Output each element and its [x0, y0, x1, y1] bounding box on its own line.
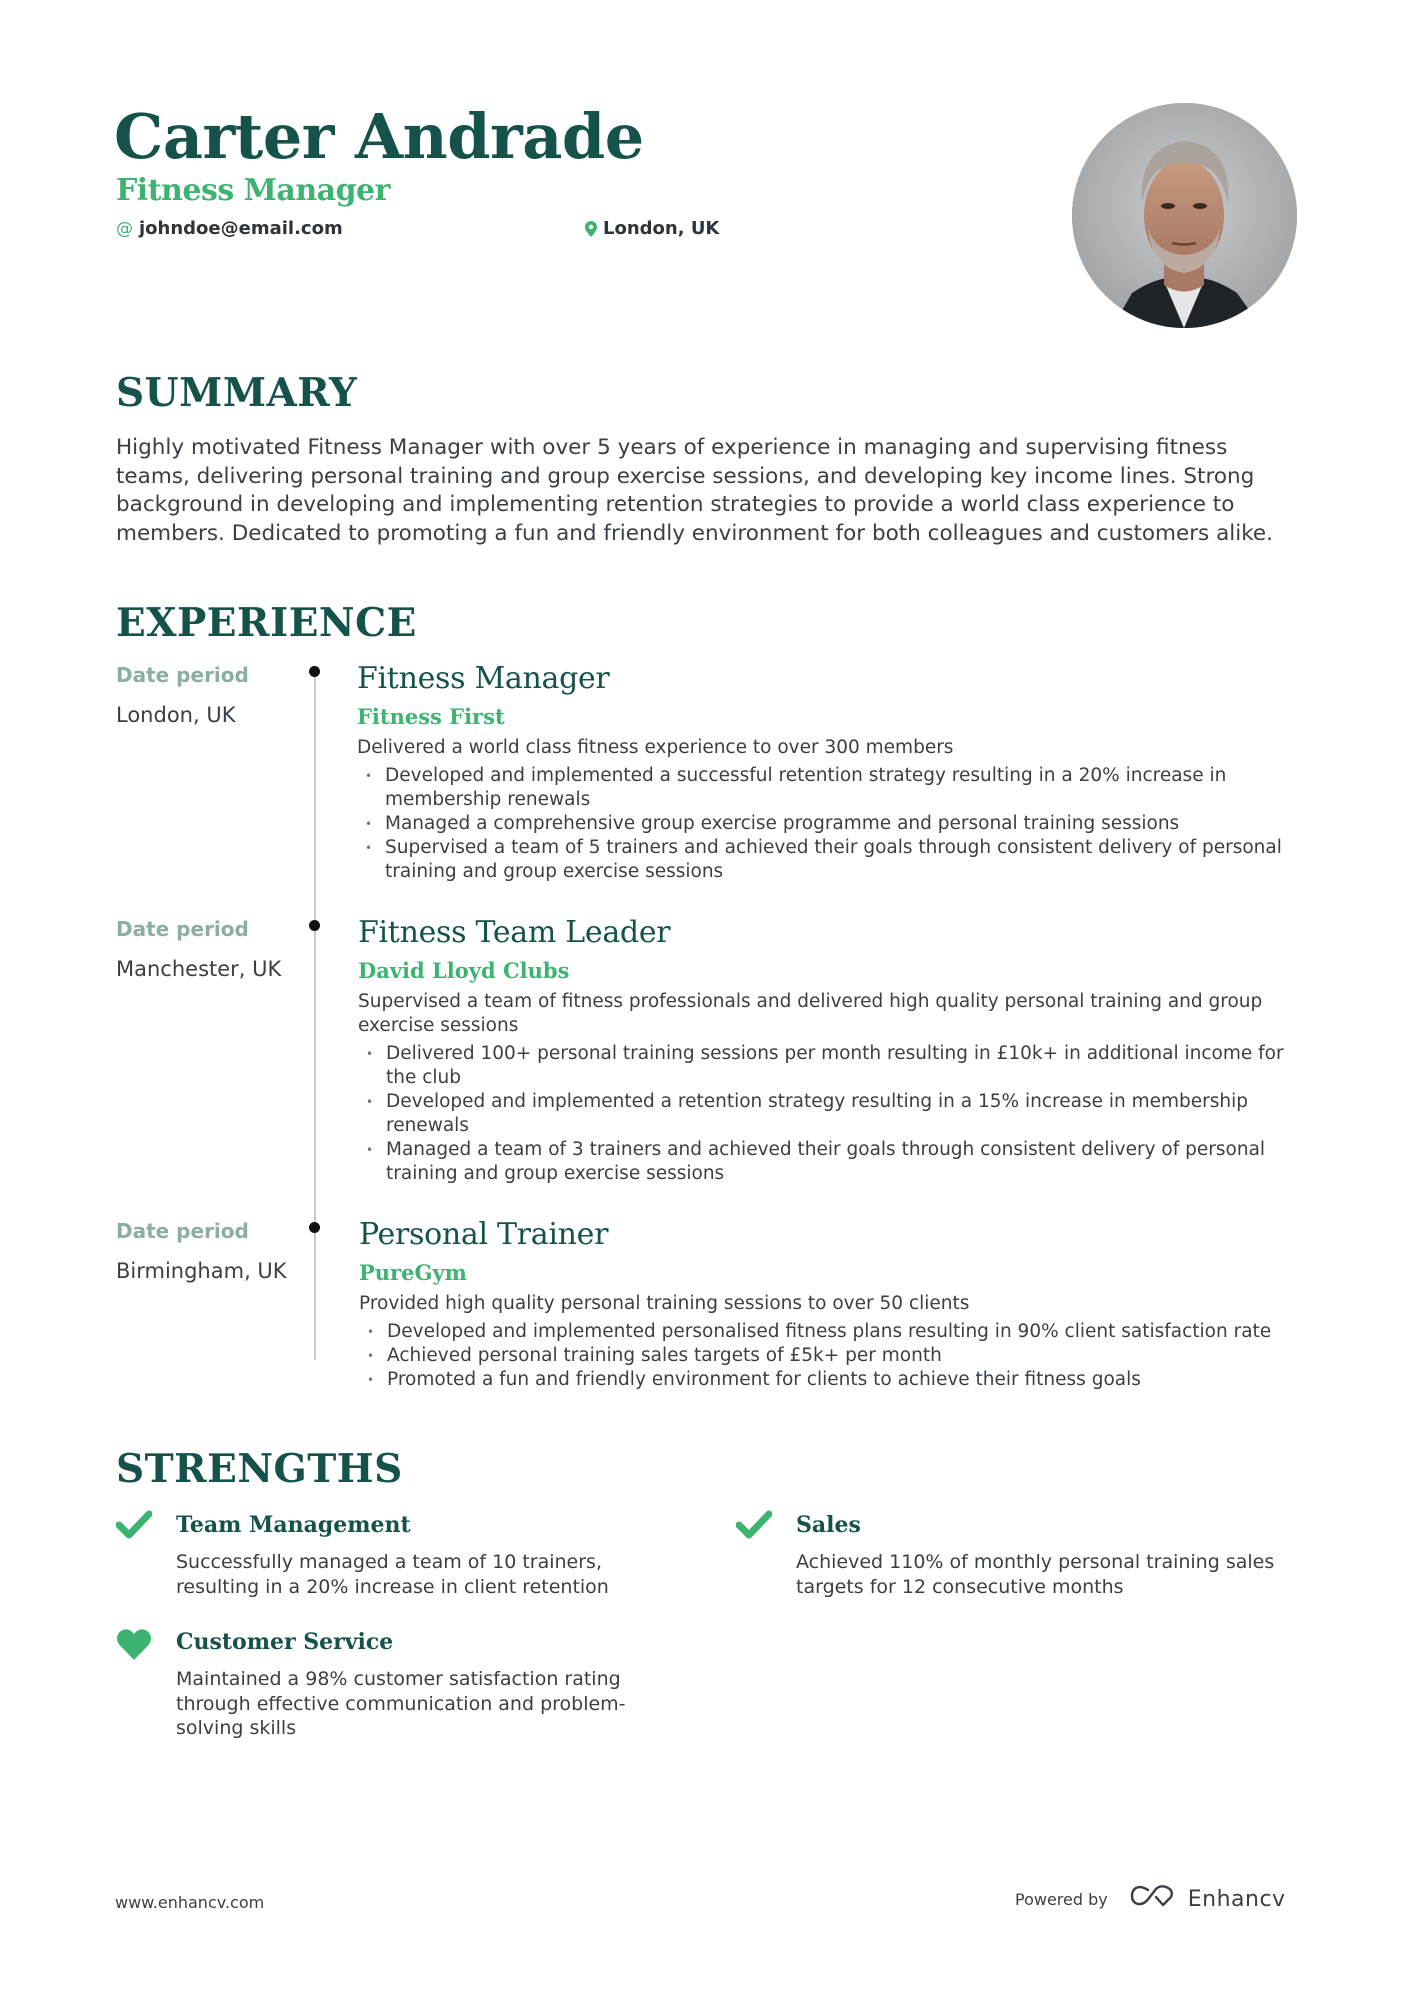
job-title: Fitness Manager	[116, 173, 390, 208]
strength-description: Achieved 110% of monthly personal training sales targets for 12 consecutive months	[796, 1551, 1275, 1598]
timeline-dot	[309, 1222, 320, 1233]
date-period: Date period	[116, 663, 249, 687]
experience-entry	[357, 660, 1307, 884]
experience-role: Fitness Team Leader	[358, 915, 671, 950]
checkmark-icon	[736, 1510, 772, 1546]
strengths-heading: STRENGTHS	[116, 1446, 403, 1492]
powered-by-label: Powered by	[1015, 1889, 1108, 1909]
strength-title: Customer Service	[176, 1629, 394, 1655]
experience-company: Fitness First	[357, 704, 505, 729]
email-text: johndoe@email.com	[139, 218, 343, 239]
checkmark-icon	[116, 1510, 152, 1546]
bullet-item: • Promoted a fun and friendly environment for clients to achieve their fitness goals	[359, 1368, 1309, 1392]
contact-location	[585, 218, 719, 239]
bullet-item: • Managed a team of 3 trainers and achieved their goals through consistent delivery of personal training and group exercise sessions	[358, 1138, 1308, 1186]
experience-heading: EXPERIENCE	[116, 600, 417, 646]
timeline-line	[314, 671, 316, 1360]
bullet-item: • Developed and implemented a successful retention strategy resulting in a 20% increase in membership renewals	[357, 764, 1307, 812]
bullet-item: • Delivered 100+ personal training sessions per month resulting in £10k+ in additional income for the club	[358, 1042, 1308, 1090]
experience-entry	[359, 1216, 1309, 1392]
experience-role: Personal Trainer	[359, 1217, 609, 1252]
date-period: Date period	[116, 1219, 249, 1243]
experience-bullets	[359, 1320, 1309, 1392]
bullet-item: • Managed a comprehensive group exercise programme and personal training sessions	[357, 812, 1307, 836]
enhancv-logo-icon	[1130, 1884, 1176, 1914]
map-pin-icon	[585, 221, 597, 237]
summary-text: Highly motivated Fitness Manager with over 5 years of experience in managing and supervising fitness teams, delivering personal training and group exercise sessions, and developing key income lines. Strong background in developing and implementing retention strategies to provide a world class experience to members. Dedicated to promoting a fun and friendly environment for both colleagues and customers alike.	[116, 435, 1273, 546]
timeline-dot	[309, 666, 320, 677]
candidate-name: Carter Andrade	[114, 100, 644, 173]
location-text: London, UK	[603, 218, 720, 239]
heart-icon	[116, 1627, 152, 1663]
experience-role: Fitness Manager	[357, 661, 610, 696]
enhancv-brand	[1130, 1884, 1286, 1914]
experience-company: David Lloyd Clubs	[358, 958, 570, 983]
strength-title: Team Management	[176, 1512, 411, 1538]
website-link[interactable]: www.enhancv.com	[115, 1893, 265, 1912]
experience-entry	[358, 914, 1308, 1186]
bullet-item: • Developed and implemented personalised fitness plans resulting in 90% client satisfaction rate	[359, 1320, 1309, 1344]
bullet-item: • Achieved personal training sales targets of £5k+ per month	[359, 1344, 1309, 1368]
bullet-item: • Supervised a team of 5 trainers and achieved their goals through consistent delivery of personal training and group exercise sessions	[357, 836, 1307, 884]
strength-description: Maintained a 98% customer satisfaction rating through effective communication and problem-solving skills	[176, 1668, 626, 1739]
experience-meta	[116, 916, 306, 982]
experience-bullets	[358, 1042, 1308, 1186]
date-period: Date period	[116, 917, 249, 941]
experience-bullets	[357, 764, 1307, 884]
experience-location: Manchester, UK	[116, 957, 282, 981]
experience-description: Delivered a world class fitness experience to over 300 members	[357, 737, 954, 758]
bullet-item: • Developed and implemented a retention strategy resulting in a 15% increase in membership renewals	[358, 1090, 1308, 1138]
strength-title: Sales	[796, 1512, 861, 1538]
timeline-dot	[309, 920, 320, 931]
experience-location: Birmingham, UK	[116, 1259, 287, 1283]
experience-description: Provided high quality personal training sessions to over 50 clients	[359, 1293, 970, 1314]
experience-meta	[116, 1218, 306, 1284]
profile-photo	[1072, 103, 1297, 328]
strength-description: Successfully managed a team of 10 trainers, resulting in a 20% increase in client retention	[176, 1551, 609, 1598]
powered-by[interactable]	[1015, 1884, 1286, 1914]
brand-name: Enhancv	[1187, 1886, 1286, 1912]
experience-meta	[116, 662, 306, 728]
contact-email[interactable]	[116, 218, 343, 239]
at-icon: @	[116, 218, 133, 239]
summary-heading: SUMMARY	[116, 370, 358, 416]
experience-description: Supervised a team of fitness professionals and delivered high quality personal training and group exercise sessions	[358, 991, 1263, 1036]
experience-location: London, UK	[116, 703, 236, 727]
experience-company: PureGym	[359, 1260, 467, 1285]
